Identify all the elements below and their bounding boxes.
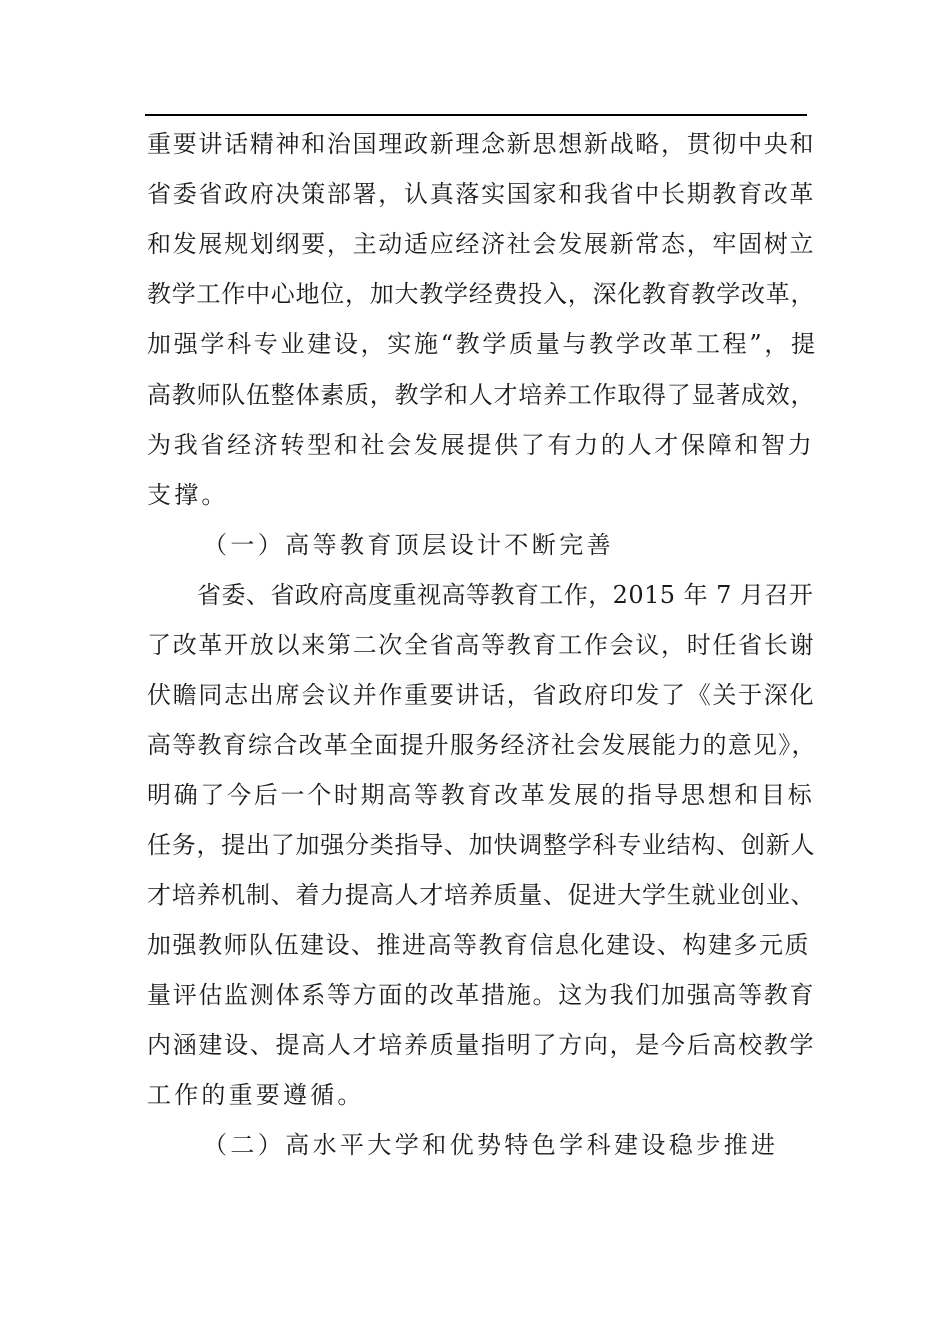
paragraph-line: 才培养机制、着力提高人才培养质量、促进大学生就业创业、 [147,881,816,909]
header-rule [145,114,807,116]
paragraph-line: 省委省政府决策部署，认真落实国家和我省中长期教育改革 [147,180,816,208]
paragraph-line: 明确了今后一个时期高等教育改革发展的指导思想和目标 [147,781,815,809]
paragraph-line: 高等教育综合改革全面提升服务经济社会发展能力的意见》， [147,731,817,759]
paragraph-line: 了改革开放以来第二次全省高等教育工作会议，时任省长谢 [147,631,816,659]
paragraph-line: 重要讲话精神和治国理政新理念新思想新战略，贯彻中央和 [147,130,816,158]
section-heading: （二）高水平大学和优势特色学科建设稳步推进 [203,1131,779,1159]
section-heading: （一）高等教育顶层设计不断完善 [203,531,614,559]
paragraph-line: 伏瞻同志出席会议并作重要讲话，省政府印发了《关于深化 [147,681,816,709]
paragraph-line: 高教师队伍整体素质，教学和人才培养工作取得了显著成效， [147,381,816,409]
paragraph-line: 内涵建设、提高人才培养质量指明了方向，是今后高校教学 [147,1031,816,1059]
paragraph-line: 教学工作中心地位，加大教学经费投入，深化教育教学改革， [147,280,816,308]
paragraph-line: 任务，提出了加强分类指导、加快调整学科专业结构、创新人 [147,831,816,859]
paragraph-line: 省委、省政府高度重视高等教育工作，2015 年 7 月召开 [197,581,814,609]
paragraph-line: 加强学科专业建设，实施“教学质量与教学改革工程”，提 [147,330,818,358]
paragraph-line: 工作的重要遵循。 [147,1081,365,1109]
paragraph-line: 支撑。 [147,481,229,509]
paragraph-line: 为我省经济转型和社会发展提供了有力的人才保障和智力 [147,431,815,459]
paragraph-line: 量评估监测体系等方面的改革措施。这为我们加强高等教育 [147,981,816,1009]
paragraph-line: 和发展规划纲要，主动适应经济社会发展新常态，牢固树立 [147,230,816,258]
paragraph-line: 加强教师队伍建设、推进高等教育信息化建设、构建多元质 [147,931,810,959]
